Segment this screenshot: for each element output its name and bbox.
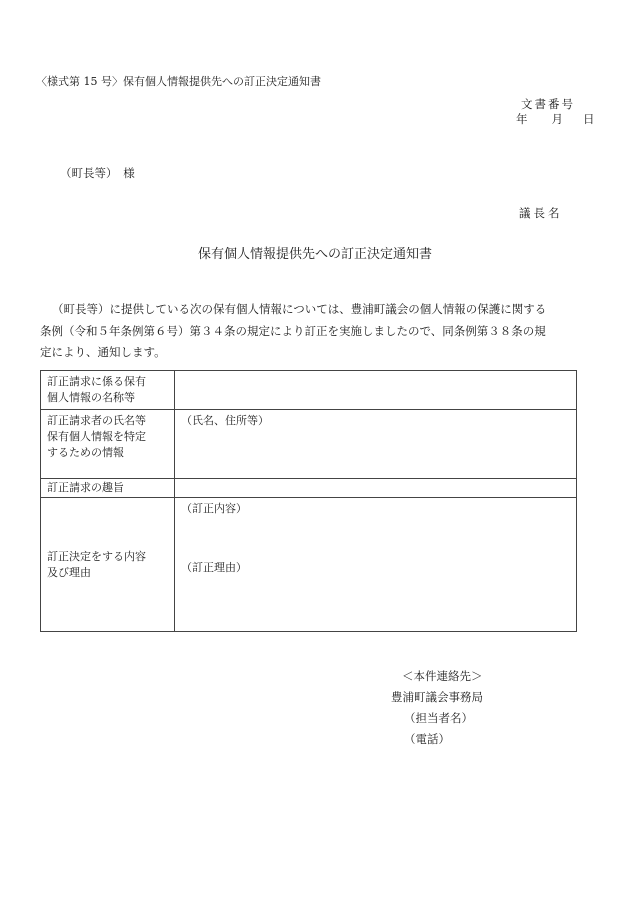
row-label [41, 371, 175, 410]
table-row [41, 479, 577, 498]
row-label: 訂正請求の趣旨 [41, 479, 175, 498]
addressee: （町長等） 様 [60, 166, 135, 180]
label-line: 訂正請求者の氏名等 [47, 414, 146, 427]
document-title: 保有個人情報提供先への訂正決定通知書 [197, 247, 432, 262]
row-value[interactable] [175, 371, 577, 410]
table-row [41, 410, 577, 479]
sender-name: 議長名 [519, 206, 563, 220]
correction-reason-note: （訂正理由） [181, 561, 247, 574]
document-number-label: 文書番号 [521, 97, 575, 111]
label-line: 保有個人情報を特定 [47, 430, 146, 443]
contact-person: （担当者名） [404, 711, 473, 725]
form-number: 〈様式第 15 号〉保有個人情報提供先への訂正決定通知書 [36, 75, 321, 88]
contact-office: 豊浦町議会事務局 [391, 690, 483, 704]
body-line: （町長等）に提供している次の保有個人情報については、豊浦町議会の個人情報の保護に関する [52, 302, 547, 316]
date-year: 年 [516, 112, 528, 126]
value-note: （氏名、住所等） [181, 414, 269, 427]
date-day: 日 [583, 112, 595, 126]
table-row [41, 498, 577, 632]
label-line: 訂正決定をする内容 [47, 549, 146, 563]
row-value[interactable] [175, 479, 577, 498]
contact-block [391, 666, 483, 750]
label-line: 個人情報の名称等 [47, 391, 135, 404]
body-line: 定により、通知します。 [40, 345, 166, 359]
row-value[interactable] [175, 498, 577, 632]
date-month: 月 [551, 112, 563, 126]
body-text [40, 299, 585, 364]
contact-heading: ＜本件連絡先＞ [402, 669, 483, 683]
correction-content-note: （訂正内容） [181, 502, 247, 515]
contact-phone: （電話） [404, 732, 450, 746]
row-value[interactable] [175, 410, 577, 479]
label-line: 訂正請求に係る保有 [47, 375, 146, 388]
row-label [41, 498, 175, 632]
body-line: 条例（令和５年条例第６号）第３４条の規定により訂正を実施しましたので、同条例第３８条の規 [40, 323, 546, 338]
table-row [41, 371, 577, 410]
date-line [516, 111, 595, 127]
info-table [40, 370, 577, 632]
row-label [41, 410, 175, 479]
label-line: するための情報 [47, 446, 124, 459]
label-line: 及び理由 [47, 565, 91, 579]
